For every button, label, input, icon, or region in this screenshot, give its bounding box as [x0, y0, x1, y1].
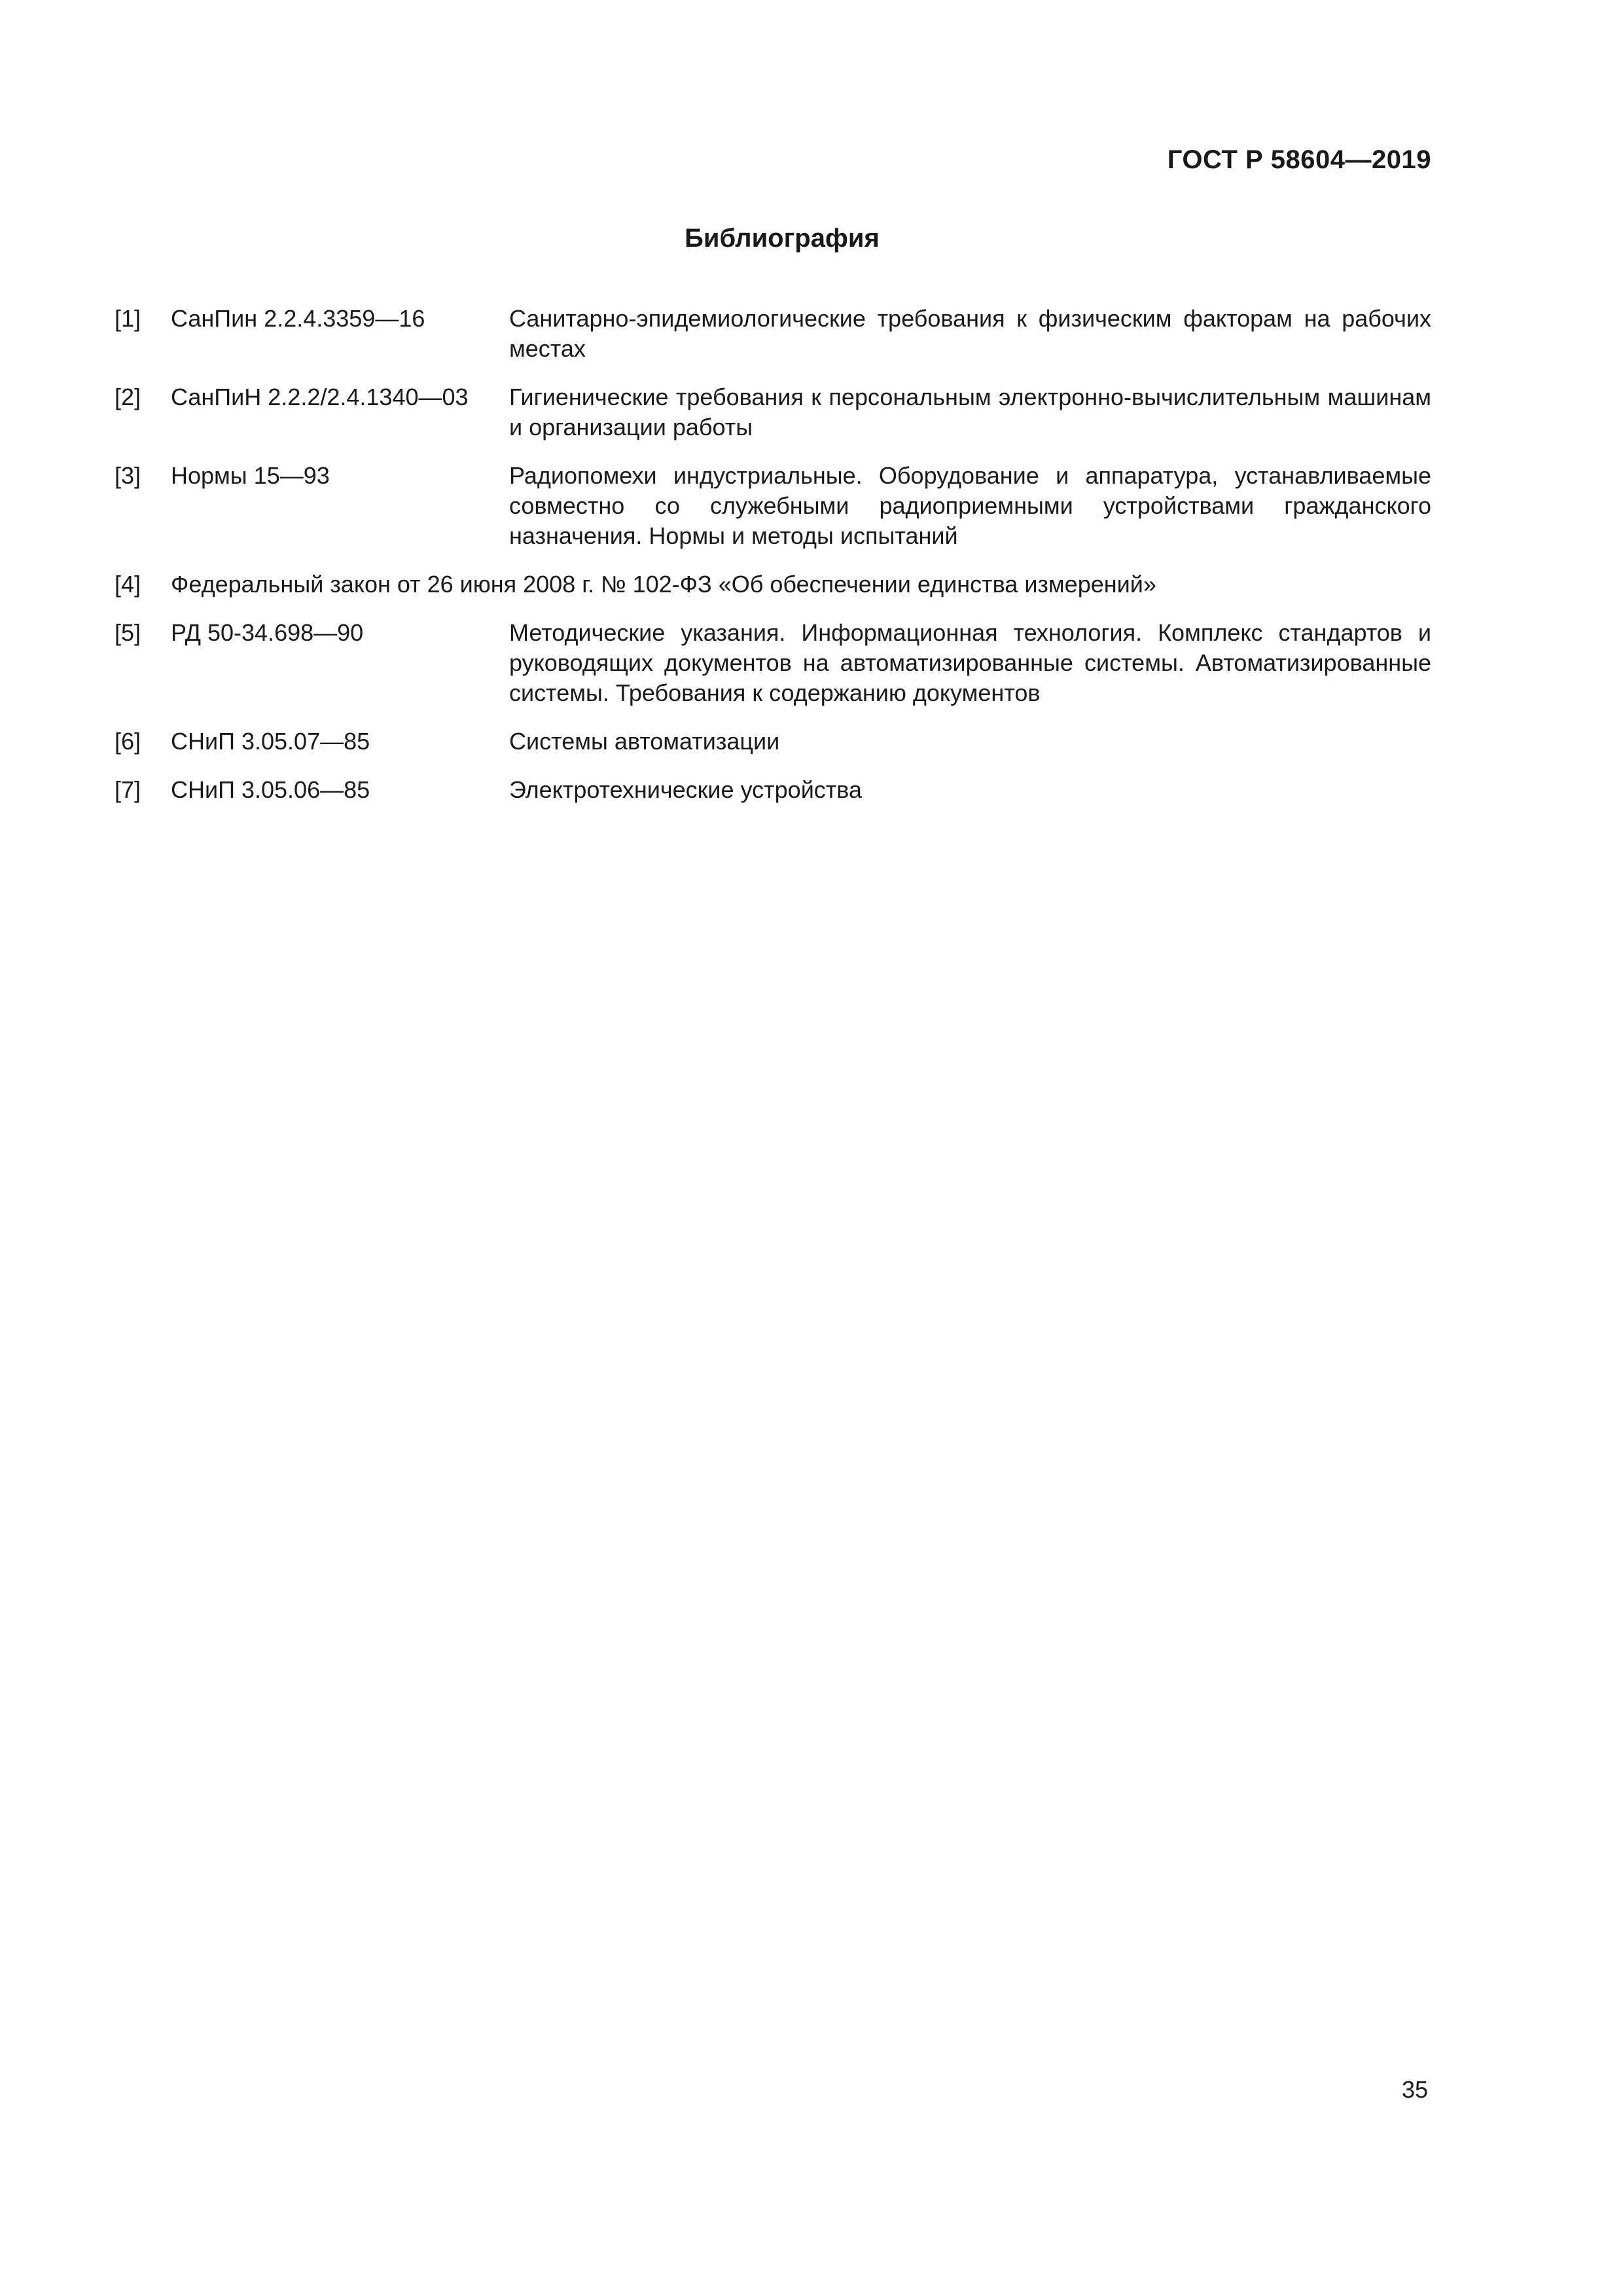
bibliography-list [115, 304, 1431, 823]
entry-number: [7] [115, 776, 141, 803]
bibliography-entry [115, 726, 1431, 757]
bibliography-entry [115, 304, 1431, 364]
page-number: 35 [1401, 2076, 1428, 2103]
entry-code: СанПиН 2.2.2/2.4.1340—03 [171, 384, 469, 410]
document-code: ГОСТ Р 58604—2019 [1167, 145, 1431, 174]
bibliography-entry [115, 382, 1431, 442]
bibliography-title: Библиография [685, 224, 880, 253]
entry-code: СНиП 3.05.06—85 [171, 776, 370, 803]
entry-description: Санитарно-эпидемиологические требования к физическим факторам на рабочих местах [509, 305, 1431, 362]
entry-description: Электротехнические устройства [509, 776, 863, 803]
bibliography-entry [115, 461, 1431, 551]
bibliography-entry [115, 775, 1431, 805]
entry-code: Нормы 15—93 [171, 462, 330, 489]
entry-number: [3] [115, 462, 141, 489]
entry-description: Методические указания. Информационная технология. Комплекс стандартов и руководящих документов на автоматизированные системы. Автоматизированные системы. Требования к содержанию документов [509, 619, 1431, 706]
entry-code: СНиП 3.05.07—85 [171, 728, 370, 755]
bibliography-entry [115, 618, 1431, 708]
entry-code: РД 50-34.698—90 [171, 619, 364, 646]
entry-description: Гигиенические требования к персональным электронно-вычислительным машинам и организации работы [509, 384, 1431, 440]
entry-number: [4] [115, 571, 141, 598]
entry-code: СанПин 2.2.4.3359—16 [171, 305, 425, 332]
entry-number: [6] [115, 728, 141, 755]
entry-description: Системы автоматизации [509, 728, 780, 755]
entry-code: Федеральный закон от 26 июня 2008 г. № 102-ФЗ «Об обеспечении единства измерений» [171, 571, 1156, 598]
entry-number: [5] [115, 619, 141, 646]
entry-number: [2] [115, 384, 141, 410]
entry-number: [1] [115, 305, 141, 332]
entry-description: Радиопомехи индустриальные. Оборудование и аппаратура, устанавливаемые совместно со служебными радиоприемными устройствами гражданского назначения. Нормы и методы испытаний [509, 462, 1431, 549]
bibliography-entry [115, 569, 1431, 600]
